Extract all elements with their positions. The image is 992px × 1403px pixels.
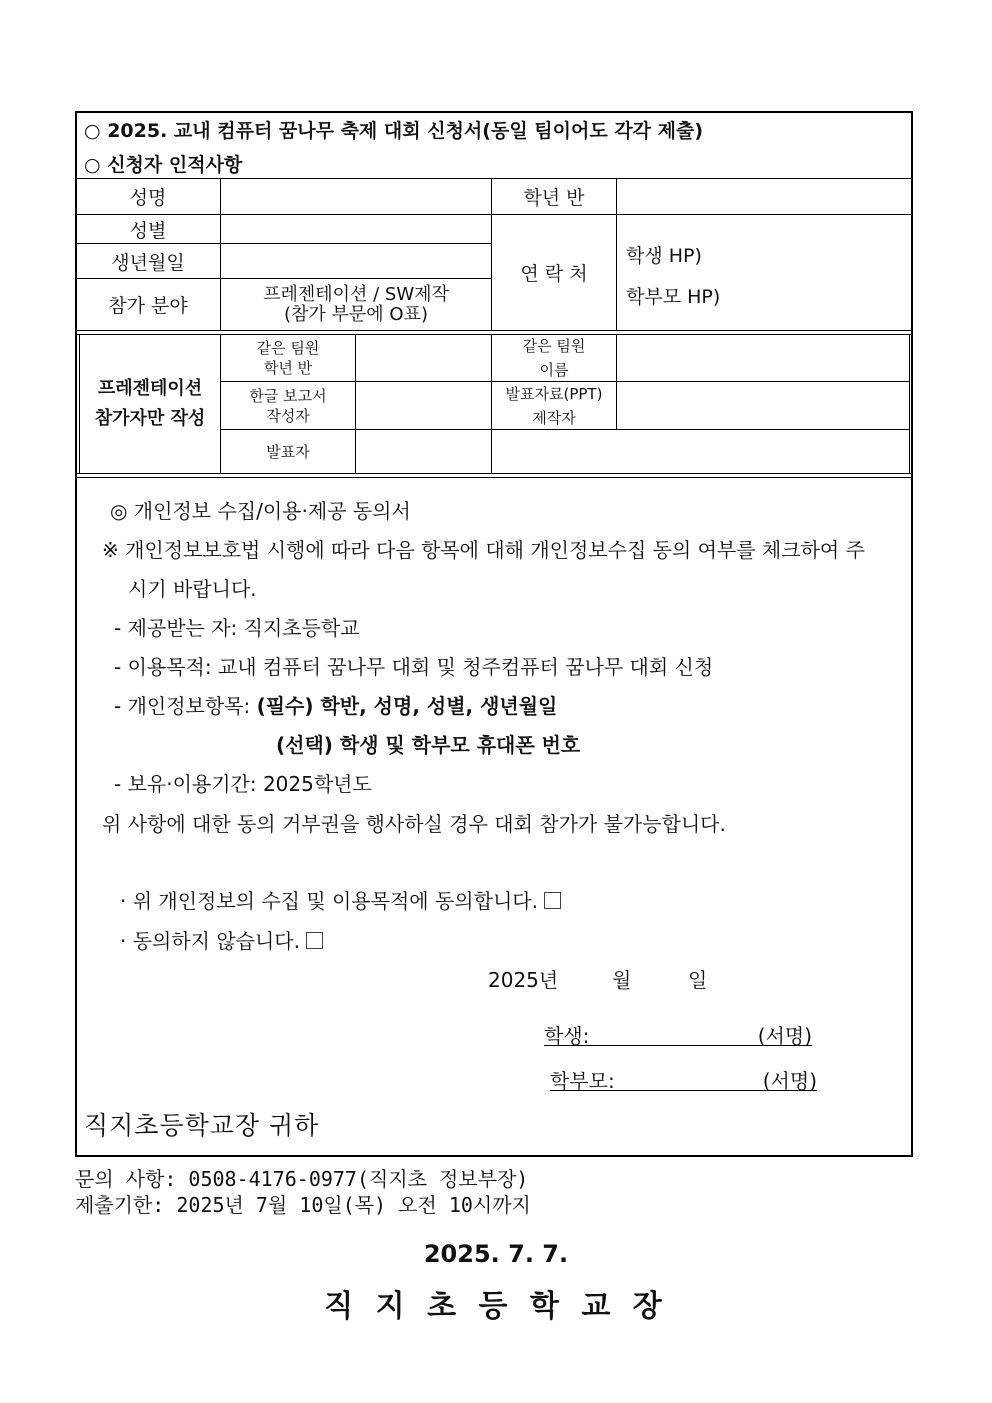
disagree-checkbox[interactable] [306, 932, 323, 949]
consent-items-required: (필수) 학반, 성명, 성별, 생년월일 [256, 694, 558, 718]
gender-label: 성별 [129, 219, 167, 242]
presenter-label: 발표자 [266, 442, 310, 461]
student-phone-field[interactable]: 학생 HP) [626, 245, 702, 267]
consent-period: - 보유·이용기간: 2025학년도 [114, 772, 372, 796]
parent-signature-line[interactable]: 학부모: (서명) [550, 1065, 817, 1091]
deadline-info: 제출기한: 2025년 7월 10일(목) 오전 10시까지 [75, 1193, 531, 1217]
consent-refusal: 위 사항에 대한 동의 거부권을 행사하실 경우 대회 참가가 불가능합니다. [102, 812, 726, 836]
gender-field[interactable] [221, 215, 491, 243]
grade-class-field[interactable] [617, 179, 912, 214]
team-member-name-label: 같은 팀원 이름 [522, 337, 586, 379]
category-options: 프레젠테이션 / SW제작 [263, 283, 449, 305]
consent-items: - 개인정보항목: (필수) 학반, 성명, 성별, 생년월일 [114, 694, 558, 718]
report-writer-field[interactable] [356, 382, 491, 429]
category-note: (참가 부문에 O표) [284, 303, 428, 325]
disagree-option: · 동의하지 않습니다. [120, 925, 323, 954]
principal-signature: 직 지 초 등 학 교 장 [324, 1289, 668, 1324]
team-member-grade-label: 같은 팀원 학년 반 [256, 339, 320, 377]
agree-option: · 위 개인정보의 수집 및 이용목적에 동의합니다. [120, 885, 561, 914]
consent-items-optional: (선택) 학생 및 학부모 휴대폰 번호 [276, 733, 581, 757]
presenter-extra-field[interactable] [492, 430, 909, 473]
student-signature-line[interactable]: 학생: (서명) [544, 1020, 812, 1046]
inquiry-info: 문의 사항: 0508-4176-0977(직지초 정보부장) [75, 1167, 529, 1191]
birthdate-field[interactable] [221, 244, 491, 278]
consent-purpose: - 이용목적: 교내 컴퓨터 꿈나무 대회 및 청주컴퓨터 꿈나무 대회 신청 [114, 655, 714, 679]
birthdate-label: 생년월일 [111, 251, 185, 274]
issue-date: 2025. 7. 7. [423, 1240, 569, 1268]
name-label: 성명 [129, 187, 167, 209]
form-subtitle: ○ 신청자 인적사항 [84, 154, 243, 176]
report-writer-label: 한글 보고서 작성자 [249, 386, 327, 425]
contact-label: 연 락 처 [520, 263, 588, 285]
parent-phone-field[interactable]: 학부모 HP) [626, 286, 721, 308]
form-title: ○ 2025. 교내 컴퓨터 꿈나무 축제 대회 신청서(동일 팀이어도 각각 제출) [84, 120, 704, 142]
team-section-label: 프레젠테이션 참가자만 작성 [94, 378, 206, 429]
consent-heading: ◎ 개인정보 수집/이용·제공 동의서 [110, 499, 411, 523]
ppt-maker-field[interactable] [617, 382, 909, 429]
addressee: 직지초등학교장 귀하 [84, 1111, 320, 1140]
team-member-grade-field[interactable] [356, 335, 491, 381]
category-label: 참가 분야 [108, 295, 188, 317]
consent-recipient: - 제공받는 자: 직지초등학교 [114, 616, 360, 640]
agree-checkbox[interactable] [544, 892, 561, 909]
team-member-name-field[interactable] [617, 335, 909, 381]
date-month: 월 [612, 968, 632, 992]
name-field[interactable] [221, 179, 491, 214]
category-field[interactable] [221, 279, 491, 330]
grade-class-label: 학년 반 [523, 187, 585, 209]
presenter-field[interactable] [356, 430, 491, 473]
ppt-maker-label: 발표자료(PPT) 제작자 [505, 384, 603, 427]
date-year: 2025년 [488, 968, 559, 992]
consent-notice-line2: 시기 바랍니다. [128, 577, 257, 601]
date-day: 일 [688, 968, 708, 992]
consent-notice-line1: ※ 개인정보보호법 시행에 따라 다음 항목에 대해 개인정보수집 동의 여부를 체크하여 주 [102, 538, 865, 562]
